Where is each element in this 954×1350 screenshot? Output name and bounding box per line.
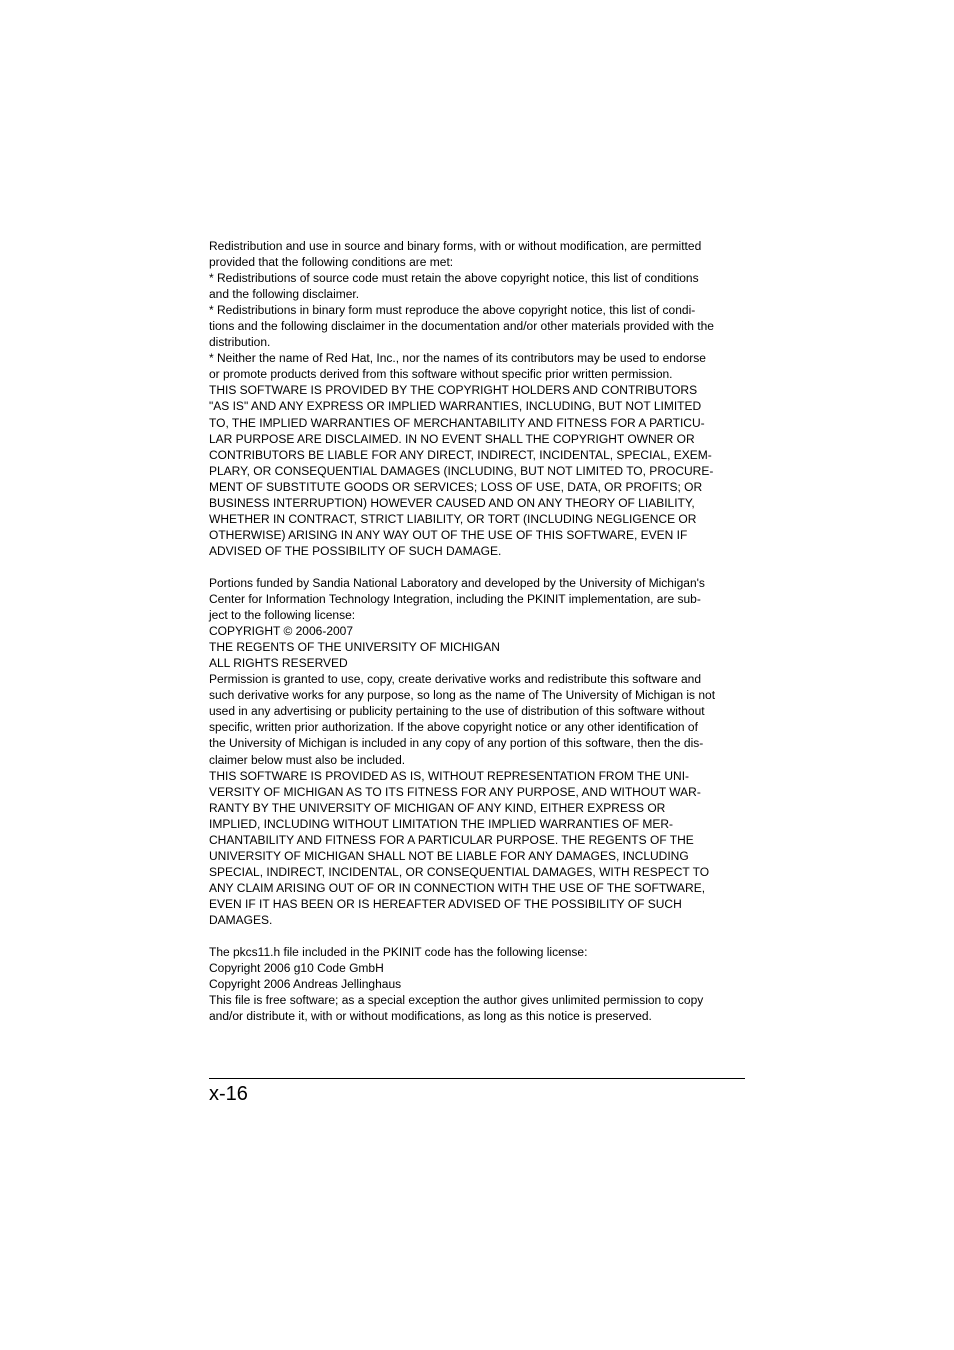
text-line: the University of Michigan is included in any copy of any portion of this software, then the dis- (209, 736, 704, 751)
text-line: DAMAGES. (209, 912, 273, 927)
text-line: Copyright 2006 g10 Code GmbH (209, 961, 384, 976)
text-line: EVEN IF IT HAS BEEN OR IS HEREAFTER ADVISED OF THE POSSIBILITY OF SUCH (209, 896, 682, 911)
text-line: OTHERWISE) ARISING IN ANY WAY OUT OF THE USE OF THIS SOFTWARE, EVEN IF (209, 527, 688, 542)
text-line: ject to the following license: (209, 608, 356, 623)
paragraph-gap (209, 559, 749, 575)
text-line: Portions funded by Sandia National Laboratory and developed by the University of Michigan's (209, 575, 705, 590)
text-line: "AS IS" AND ANY EXPRESS OR IMPLIED WARRANTIES, INCLUDING, BUT NOT LIMITED (209, 399, 702, 414)
text-line: PLARY, OR CONSEQUENTIAL DAMAGES (INCLUDING, BUT NOT LIMITED TO, PROCURE- (209, 463, 714, 478)
text-line: provided that the following conditions are met: (209, 255, 454, 270)
text-line: such derivative works for any purpose, so long as the name of The University of Michigan is not (209, 688, 716, 703)
text-line: * Neither the name of Red Hat, Inc., nor the names of its contributors may be used to endorse (209, 351, 706, 366)
text-line: * Redistributions of source code must retain the above copyright notice, this list of conditions (209, 271, 699, 286)
text-line: claimer below must also be included. (209, 752, 406, 767)
text-line: THIS SOFTWARE IS PROVIDED BY THE COPYRIGHT HOLDERS AND CONTRIBUTORS (209, 383, 698, 398)
text-line: WHETHER IN CONTRACT, STRICT LIABILITY, OR TORT (INCLUDING NEGLIGENCE OR (209, 511, 697, 526)
license-text (209, 238, 749, 1024)
text-line: ANY CLAIM ARISING OUT OF OR IN CONNECTION WITH THE USE OF THE SOFTWARE, (209, 880, 706, 895)
paragraph-1 (209, 238, 749, 559)
text-line: * Redistributions in binary form must reproduce the above copyright notice, this list of condi- (209, 303, 696, 318)
text-line: ALL RIGHTS RESERVED (209, 656, 348, 671)
text-line: tions and the following disclaimer in the documentation and/or other materials provided with the (209, 319, 714, 334)
text-line: distribution. (209, 335, 271, 350)
paragraph-3 (209, 944, 749, 1024)
text-line: COPYRIGHT © 2006-2007 (209, 624, 354, 639)
text-line: Permission is granted to use, copy, create derivative works and redistribute this software and (209, 672, 702, 687)
page-number: x-16 (209, 1083, 248, 1105)
text-line: UNIVERSITY OF MICHIGAN SHALL NOT BE LIABLE FOR ANY DAMAGES, INCLUDING (209, 848, 689, 863)
text-line: specific, written prior authorization. If the above copyright notice or any other identification of (209, 720, 698, 735)
text-line: IMPLIED, INCLUDING WITHOUT LIMITATION THE IMPLIED WARRANTIES OF MER- (209, 816, 674, 831)
text-line: or promote products derived from this software without specific prior written permission. (209, 367, 673, 382)
text-line: MENT OF SUBSTITUTE GOODS OR SERVICES; LOSS OF USE, DATA, OR PROFITS; OR (209, 479, 703, 494)
text-line: TO, THE IMPLIED WARRANTIES OF MERCHANTABILITY AND FITNESS FOR A PARTICU- (209, 415, 705, 430)
text-line: RANTY BY THE UNIVERSITY OF MICHIGAN OF ANY KIND, EITHER EXPRESS OR (209, 800, 666, 815)
text-line: BUSINESS INTERRUPTION) HOWEVER CAUSED AND ON ANY THEORY OF LIABILITY, (209, 495, 695, 510)
text-line: THE REGENTS OF THE UNIVERSITY OF MICHIGAN (209, 640, 500, 655)
footer-divider (209, 1078, 745, 1079)
text-line: Redistribution and use in source and binary forms, with or without modification, are permitted (209, 239, 702, 253)
text-line: CONTRIBUTORS BE LIABLE FOR ANY DIRECT, INDIRECT, INCIDENTAL, SPECIAL, EXEM- (209, 447, 712, 462)
text-line: The pkcs11.h file included in the PKINIT code has the following license: (209, 945, 588, 960)
paragraph-gap (209, 928, 749, 944)
text-line: VERSITY OF MICHIGAN AS TO ITS FITNESS FOR ANY PURPOSE, AND WITHOUT WAR- (209, 784, 701, 799)
text-line: Center for Information Technology Integration, including the PKINIT implementation, are sub- (209, 592, 701, 607)
text-line: and the following disclaimer. (209, 287, 360, 302)
text-line: SPECIAL, INDIRECT, INCIDENTAL, OR CONSEQUENTIAL DAMAGES, WITH RESPECT TO (209, 864, 710, 879)
text-line: THIS SOFTWARE IS PROVIDED AS IS, WITHOUT REPRESENTATION FROM THE UNI- (209, 768, 690, 783)
text-line: Copyright 2006 Andreas Jellinghaus (209, 977, 402, 992)
text-line: This file is free software; as a special exception the author gives unlimited permission to copy (209, 993, 704, 1008)
text-line: CHANTABILITY AND FITNESS FOR A PARTICULAR PURPOSE. THE REGENTS OF THE (209, 832, 694, 847)
text-line: LAR PURPOSE ARE DISCLAIMED. IN NO EVENT SHALL THE COPYRIGHT OWNER OR (209, 431, 695, 446)
text-line: used in any advertising or publicity pertaining to the use of distribution of this software without (209, 704, 705, 719)
text-line: ADVISED OF THE POSSIBILITY OF SUCH DAMAGE. (209, 543, 502, 558)
paragraph-2 (209, 575, 749, 928)
text-line: and/or distribute it, with or without modifications, as long as this notice is preserved. (209, 1009, 652, 1024)
